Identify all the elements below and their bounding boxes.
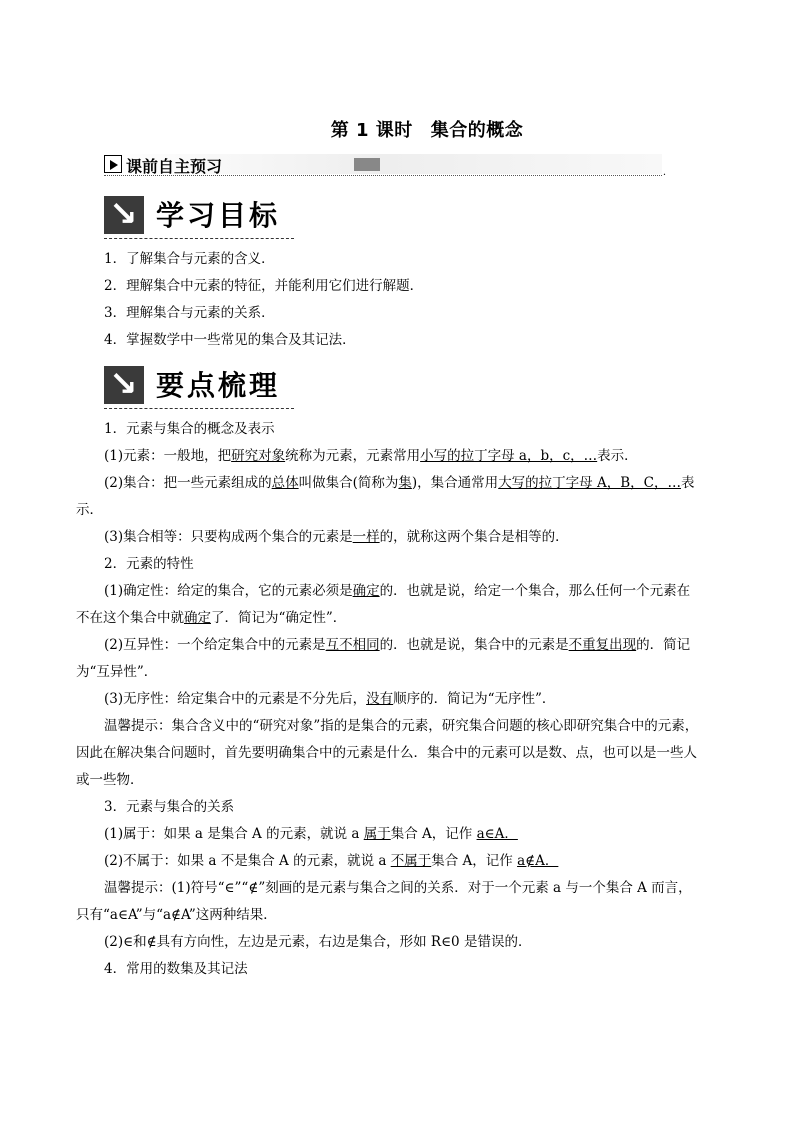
goal-item: 4．掌握数学中一些常见的集合及其记法． — [104, 332, 356, 348]
section-heading: 1．元素与集合的概念及表示 — [104, 421, 275, 437]
goal-item: 1．了解集合与元素的含义． — [104, 251, 275, 267]
paragraph: (1)确定性：给定的集合，它的元素必须是确定的．也就是说，给定一个集合，那么任何一个元素在 — [104, 583, 691, 599]
tip: 因此在解决集合问题时，首先要明确集合中的元素是什么．集合中的元素可以是数、点，也可以是一些人 — [76, 745, 697, 761]
paragraph: (1)元素：一般地，把研究对象统称为元素，元素常用小写的拉丁字母 a，b，c，…表示． — [104, 448, 638, 464]
page-title — [0, 116, 794, 142]
paragraph: 示． — [76, 502, 103, 518]
paragraph: 不在这个集合中就确定了．简记为“确定性”． — [76, 610, 347, 626]
section-heading: 2．元素的特性 — [104, 556, 194, 572]
grey-marker — [354, 158, 380, 171]
section-heading: 4．常用的数集及其记法 — [104, 961, 248, 977]
points-header-text: 要点梳理 — [156, 369, 281, 402]
tip: 温馨提示：集合含义中的“研究对象”指的是集合的元素，研究集合问题的核心即研究集合中的元素， — [104, 718, 699, 734]
preview-section-bar: 课前自主预习 . — [104, 154, 662, 176]
tip: (2)∈和∉具有方向性，左边是元素，右边是集合，形如 R∈0 是错误的． — [104, 934, 532, 950]
play-arrow-icon — [104, 155, 122, 173]
paragraph: (2)集合：把一些元素组成的总体叫做集合(简称为集)，集合通常用大写的拉丁字母 A，B，C，…表 — [104, 475, 695, 491]
paragraph: (3)集合相等：只要构成两个集合的元素是一样的，就称这两个集合是相等的． — [104, 529, 569, 545]
arrow-icon: ↘ — [104, 196, 144, 234]
section-heading: 3．元素与集合的关系 — [104, 799, 235, 815]
paragraph: (2)互异性：一个给定集合中的元素是互不相同的．也就是说，集合中的元素是不重复出现的．简记 — [104, 637, 691, 653]
tip: 只有“a∈A”与“a∉A”这两种结果． — [76, 907, 277, 923]
tip: 温馨提示：(1)符号“∈”“∉”刻画的是元素与集合之间的关系．对于一个元素 a 与一个集合 A 而言， — [104, 880, 692, 896]
arrow-icon: ↘ — [104, 366, 144, 404]
goal-item: 3．理解集合与元素的关系． — [104, 305, 275, 321]
title-lesson: 第 1 课时 — [330, 120, 413, 141]
goal-item: 2．理解集合中元素的特征，并能利用它们进行解题． — [104, 278, 424, 294]
paragraph: (3)无序性：给定集合中的元素是不分先后，没有顺序的．简记为“无序性”． — [104, 691, 556, 707]
preview-label: 课前自主预习 — [126, 157, 223, 176]
title-topic: 集合的概念 — [430, 120, 524, 141]
goals-header-text: 学习目标 — [156, 199, 281, 232]
paragraph: 为“互异性”． — [76, 664, 158, 680]
tip: 或一些物． — [76, 772, 144, 788]
paragraph: (2)不属于：如果 a 不是集合 A 的元素，就说 a 不属于集合 A，记作 a∉A． — [104, 853, 559, 869]
paragraph: (1)属于：如果 a 是集合 A 的元素，就说 a 属于集合 A，记作 a∈A． — [104, 826, 518, 842]
